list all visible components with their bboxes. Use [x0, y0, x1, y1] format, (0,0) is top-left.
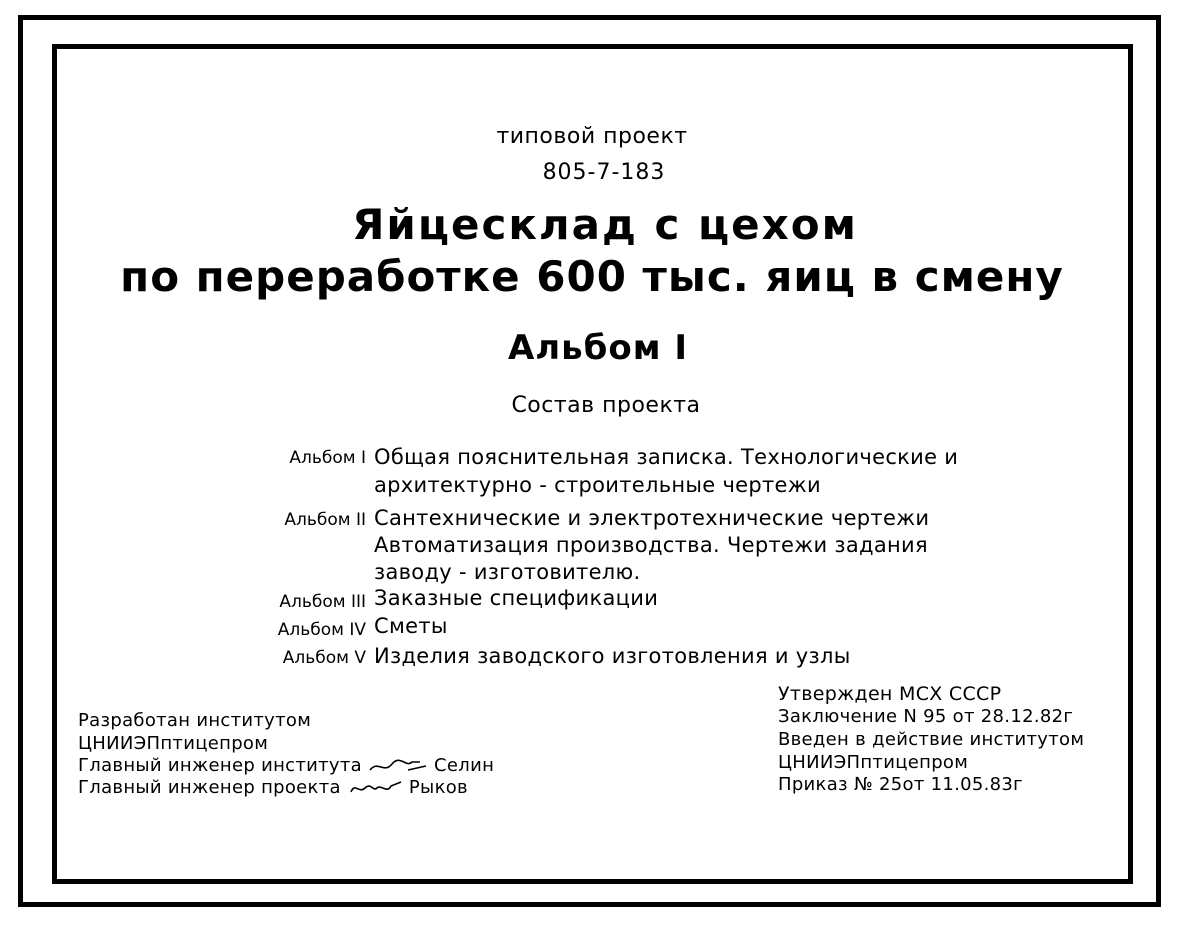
- album-1-label: Альбом I: [289, 448, 366, 468]
- album-5-label: Альбом V: [282, 648, 366, 668]
- title-line-1: Яйцесклад с цехом: [352, 200, 858, 249]
- approval-line-5: Приказ № 25от 11.05.83г: [778, 774, 1023, 795]
- chief-engineer-institute-name: Селин: [434, 755, 495, 776]
- developer-line-1: Разработан институтом: [78, 710, 312, 731]
- chief-engineer-project: [78, 777, 468, 798]
- chief-engineer-institute-role: Главный инженер института: [78, 755, 362, 776]
- developer-institute: ЦНИИЭПптицепром: [78, 733, 269, 754]
- album-2-line-1: Сантехнические и электротехнические чертежи: [374, 506, 930, 530]
- project-number: 805-7-183: [542, 160, 666, 185]
- album-2-label: Альбом II: [284, 510, 366, 530]
- album-2-line-3: заводу - изготовителю.: [374, 560, 641, 584]
- album-2-line-2: Автоматизация производства. Чертежи задания: [374, 533, 928, 557]
- album-1-line-1: Общая пояснительная записка. Технологические и: [374, 445, 959, 469]
- album-heading: Альбом I: [507, 328, 689, 368]
- approval-line-3: Введен в действие институтом: [778, 729, 1085, 750]
- album-4-label: Альбом IV: [277, 620, 366, 640]
- approval-line-1: Утвержден МСХ СССР: [778, 683, 1002, 705]
- signature-selin-icon: [368, 756, 428, 776]
- album-3-label: Альбом III: [279, 592, 366, 612]
- title-line-2: по переработке 600 тыс. яиц в смену: [120, 252, 1064, 301]
- chief-engineer-institute: [78, 755, 494, 776]
- project-type-label: типовой проект: [496, 124, 688, 149]
- album-3-line-1: Заказные спецификации: [374, 586, 659, 610]
- signature-rykov-icon: [347, 778, 403, 798]
- approval-line-2: Заключение N 95 от 28.12.82г: [778, 706, 1074, 727]
- album-4-line-1: Сметы: [374, 614, 448, 638]
- album-1-line-2: архитектурно - строительные чертежи: [374, 473, 821, 497]
- approval-line-4: ЦНИИЭПптицепром: [778, 752, 969, 773]
- album-5-line-1: Изделия заводского изготовления и узлы: [374, 644, 851, 668]
- chief-engineer-project-role: Главный инженер проекта: [78, 777, 341, 798]
- chief-engineer-project-name: Рыков: [408, 777, 468, 798]
- contents-heading: Состав проекта: [511, 393, 701, 418]
